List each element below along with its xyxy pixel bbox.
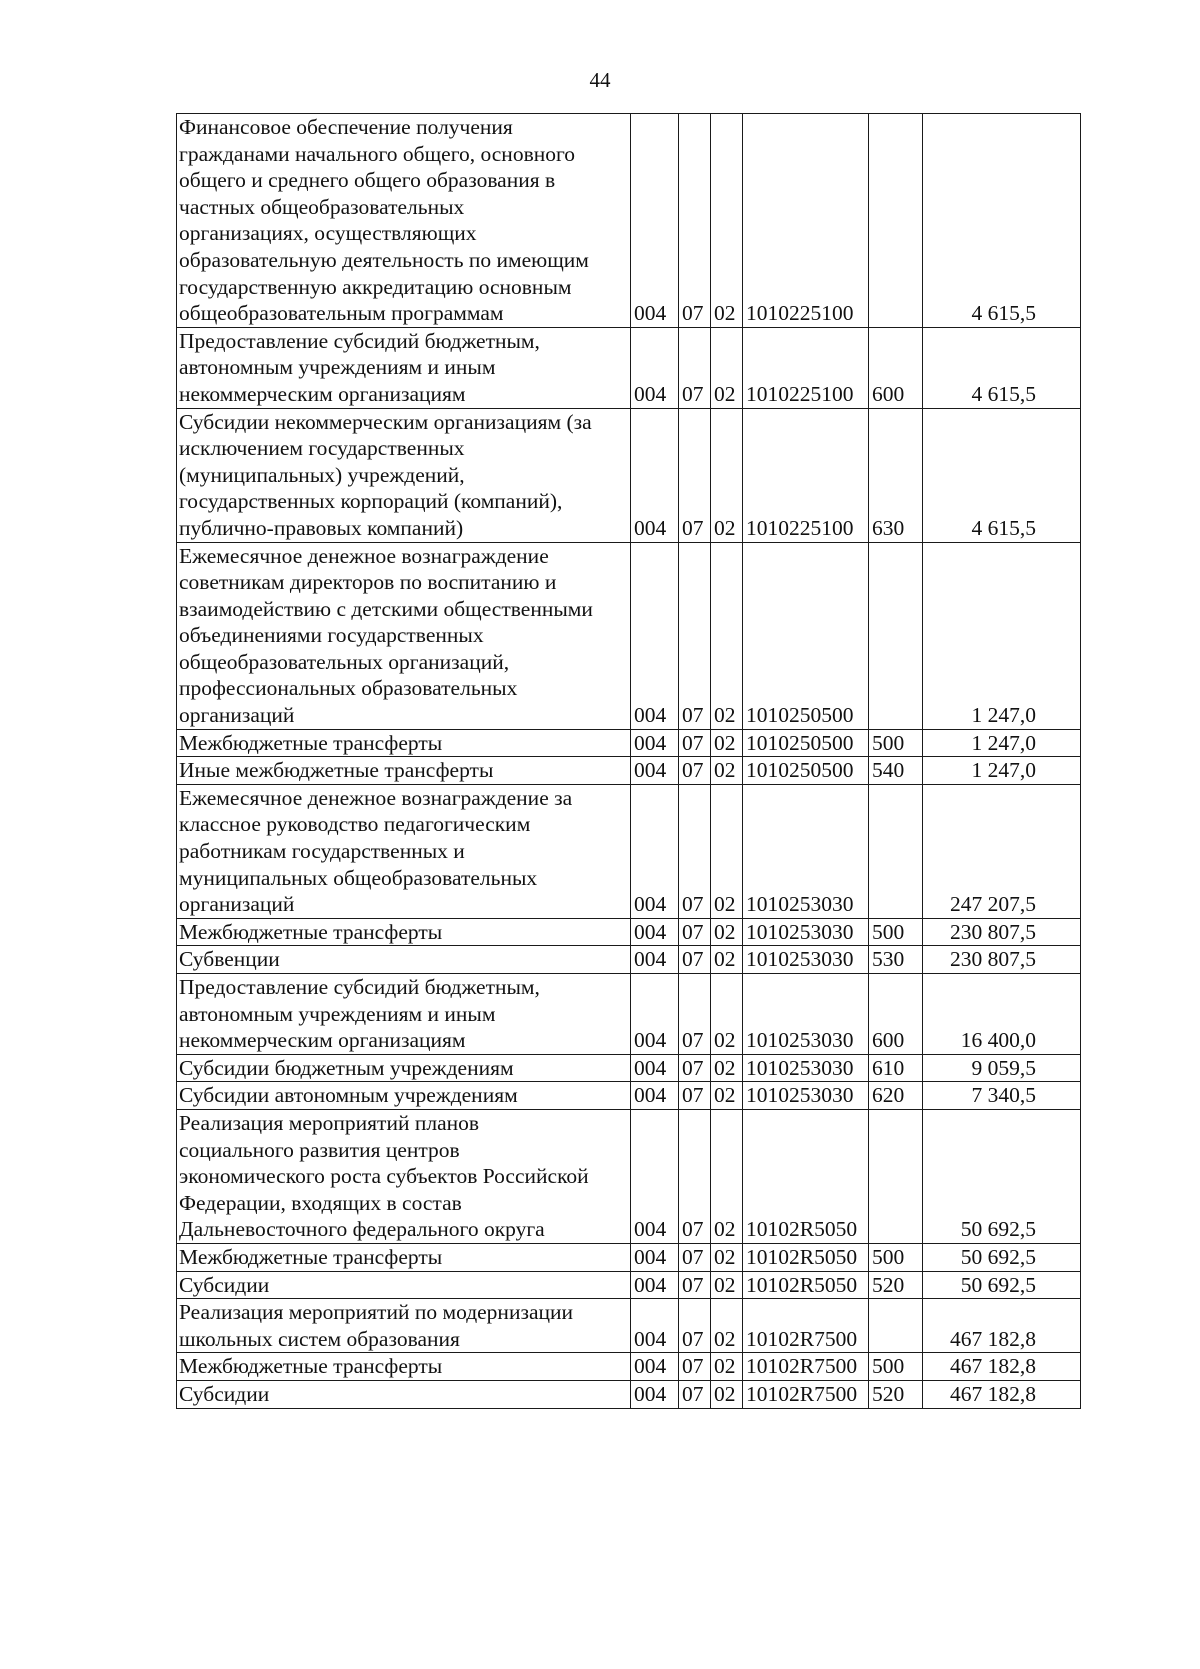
expense-name-line: Реализация мероприятий по модернизации [179,1300,574,1325]
expense-name-line: Субсидии бюджетным учреждениям [179,1055,514,1080]
table-row [177,542,1081,729]
grbs-code-cell: 004 [631,1054,679,1082]
target-article-cell: 10102R7500 [743,1380,869,1408]
expense-name-line: некоммерческим организациям [179,381,466,406]
subsection-code-cell: 02 [711,784,743,918]
section-code-cell: 07 [679,1353,711,1381]
expense-type-cell: 520 [869,1271,923,1299]
amount-cell: 16 400,0 [923,974,1081,1055]
expense-name-cell [177,1243,631,1271]
subsection-code-cell: 02 [711,327,743,408]
subsection-code-cell: 02 [711,542,743,729]
grbs-code-cell: 004 [631,408,679,542]
grbs-code-cell: 004 [631,1243,679,1271]
table-row [177,974,1081,1055]
subsection-code-cell: 02 [711,729,743,757]
expense-name-cell [177,757,631,785]
expense-type-cell: 530 [869,946,923,974]
expense-type-cell [869,784,923,918]
expense-name-cell [177,1082,631,1110]
subsection-code-cell: 02 [711,1109,743,1243]
table-row [177,1243,1081,1271]
expense-type-cell [869,1299,923,1353]
expense-name-cell [177,946,631,974]
amount-cell: 4 615,5 [923,408,1081,542]
expense-name-line: Предоставление субсидий бюджетным, [179,328,540,353]
expense-type-cell [869,114,923,328]
table-row [177,1353,1081,1381]
subsection-code-cell: 02 [711,974,743,1055]
expense-name-line: объединениями государственных [179,623,484,648]
expense-name-line: автономным учреждениям и иным [179,1001,496,1026]
target-article-cell: 1010253030 [743,974,869,1055]
expense-name-line: образовательную деятельность по имеющим [179,247,589,272]
target-article-cell: 1010225100 [743,327,869,408]
expense-name-line: школьных систем образования [179,1326,460,1351]
expense-name-line: организаций [179,703,295,728]
section-code-cell: 07 [679,784,711,918]
amount-cell: 467 182,8 [923,1380,1081,1408]
expense-type-cell: 520 [869,1380,923,1408]
expense-type-cell: 600 [869,327,923,408]
expense-name-line: публично-правовых компаний) [179,515,464,540]
subsection-code-cell: 02 [711,408,743,542]
amount-cell: 9 059,5 [923,1054,1081,1082]
table-row [177,1271,1081,1299]
amount-cell: 1 247,0 [923,757,1081,785]
expense-name-line: Финансовое обеспечение получения [179,115,513,139]
target-article-cell: 10102R5050 [743,1109,869,1243]
expense-name-line: советникам директоров по воспитанию и [179,570,557,595]
amount-cell: 7 340,5 [923,1082,1081,1110]
expense-name-cell [177,1299,631,1353]
expense-name-line: частных общеобразовательных [179,194,465,219]
expense-name-line: государственных корпораций (компаний), [179,489,563,514]
subsection-code-cell: 02 [711,1271,743,1299]
section-code-cell: 07 [679,946,711,974]
expense-name-line: Межбюджетные трансферты [179,1244,443,1269]
expense-name-line: автономным учреждениям и иным [179,355,496,380]
amount-cell: 4 615,5 [923,327,1081,408]
target-article-cell: 1010250500 [743,542,869,729]
grbs-code-cell: 004 [631,1299,679,1353]
grbs-code-cell: 004 [631,757,679,785]
expense-name-line: Реализация мероприятий планов [179,1110,480,1135]
expense-name-cell [177,729,631,757]
amount-cell: 230 807,5 [923,946,1081,974]
expense-name-line: Межбюджетные трансферты [179,919,443,944]
expense-type-cell: 610 [869,1054,923,1082]
expense-name-line: государственную аккредитацию основным [179,274,572,299]
expense-name-cell [177,114,631,328]
section-code-cell: 07 [679,918,711,946]
expense-name-line: работникам государственных и [179,839,465,864]
expense-name-cell [177,918,631,946]
table-row [177,757,1081,785]
expense-name-cell [177,1353,631,1381]
expense-type-cell: 500 [869,1243,923,1271]
target-article-cell: 1010225100 [743,408,869,542]
expense-name-line: Субсидии [179,1272,270,1297]
subsection-code-cell: 02 [711,1380,743,1408]
expense-name-line: Субвенции [179,947,280,972]
section-code-cell: 07 [679,1299,711,1353]
grbs-code-cell: 004 [631,974,679,1055]
target-article-cell: 10102R5050 [743,1243,869,1271]
expense-type-cell [869,542,923,729]
subsection-code-cell: 02 [711,918,743,946]
expense-name-cell [177,784,631,918]
amount-cell: 50 692,5 [923,1109,1081,1243]
table-row [177,1299,1081,1353]
expense-type-cell: 500 [869,729,923,757]
grbs-code-cell: 004 [631,1353,679,1381]
expense-name-cell [177,1380,631,1408]
table-row [177,918,1081,946]
subsection-code-cell: 02 [711,946,743,974]
table-row [177,729,1081,757]
subsection-code-cell: 02 [711,1082,743,1110]
grbs-code-cell: 004 [631,1271,679,1299]
subsection-code-cell: 02 [711,757,743,785]
expense-name-line: организаций [179,892,295,917]
section-code-cell: 07 [679,1380,711,1408]
table-row [177,408,1081,542]
target-article-cell: 10102R7500 [743,1299,869,1353]
grbs-code-cell: 004 [631,1380,679,1408]
expense-name-line: Федерации, входящих в состав [179,1190,462,1215]
amount-cell: 50 692,5 [923,1271,1081,1299]
subsection-code-cell: 02 [711,1299,743,1353]
expense-name-line: Предоставление субсидий бюджетным, [179,975,540,999]
section-code-cell: 07 [679,1082,711,1110]
expense-type-cell: 620 [869,1082,923,1110]
target-article-cell: 10102R5050 [743,1271,869,1299]
grbs-code-cell: 004 [631,946,679,974]
section-code-cell: 07 [679,408,711,542]
expense-name-line: некоммерческим организациям [179,1028,466,1053]
table-row [177,327,1081,408]
target-article-cell: 1010253030 [743,1082,869,1110]
table-row [177,1082,1081,1110]
subsection-code-cell: 02 [711,114,743,328]
grbs-code-cell: 004 [631,918,679,946]
target-article-cell: 1010253030 [743,946,869,974]
expense-name-cell [177,327,631,408]
expense-name-line: гражданами начального общего, основного [179,141,576,166]
expense-name-cell [177,974,631,1055]
expense-name-line: организациях, осуществляющих [179,221,477,246]
section-code-cell: 07 [679,114,711,328]
grbs-code-cell: 004 [631,542,679,729]
expense-type-cell: 500 [869,918,923,946]
table-row [177,1380,1081,1408]
expense-name-line: Иные межбюджетные трансферты [179,758,494,783]
grbs-code-cell: 004 [631,1109,679,1243]
target-article-cell: 1010250500 [743,729,869,757]
section-code-cell: 07 [679,757,711,785]
expense-name-line: социального развития центров [179,1137,460,1162]
section-code-cell: 07 [679,1109,711,1243]
table-row [177,114,1081,328]
expense-name-line: общеобразовательным программам [179,301,504,326]
expense-name-line: Ежемесячное денежное вознаграждение за [179,785,573,810]
expense-name-line: Межбюджетные трансферты [179,1354,443,1379]
target-article-cell: 1010253030 [743,918,869,946]
expense-name-line: общеобразовательных организаций, [179,649,510,674]
section-code-cell: 07 [679,542,711,729]
amount-cell: 230 807,5 [923,918,1081,946]
expense-type-cell: 540 [869,757,923,785]
table-row [177,784,1081,918]
target-article-cell: 1010225100 [743,114,869,328]
table-row [177,1054,1081,1082]
section-code-cell: 07 [679,1271,711,1299]
target-article-cell: 1010250500 [743,757,869,785]
grbs-code-cell: 004 [631,114,679,328]
table-row [177,1109,1081,1243]
expense-name-line: (муниципальных) учреждений, [179,462,465,487]
expense-name-line: экономического роста субъектов Российской [179,1164,589,1189]
amount-cell: 467 182,8 [923,1353,1081,1381]
expense-name-line: Ежемесячное денежное вознаграждение [179,543,549,568]
amount-cell: 1 247,0 [923,729,1081,757]
section-code-cell: 07 [679,327,711,408]
section-code-cell: 07 [679,974,711,1055]
expense-name-cell [177,1054,631,1082]
amount-cell: 4 615,5 [923,114,1081,328]
target-article-cell: 1010253030 [743,784,869,918]
expense-name-line: Субсидии автономным учреждениям [179,1083,518,1108]
expense-name-line: Дальневосточного федерального округа [179,1217,545,1242]
grbs-code-cell: 004 [631,327,679,408]
section-code-cell: 07 [679,729,711,757]
budget-table-body [177,114,1081,1409]
section-code-cell: 07 [679,1054,711,1082]
budget-table [176,113,1081,1409]
expense-type-cell: 600 [869,974,923,1055]
subsection-code-cell: 02 [711,1054,743,1082]
amount-cell: 50 692,5 [923,1243,1081,1271]
amount-cell: 467 182,8 [923,1299,1081,1353]
expense-type-cell [869,1109,923,1243]
expense-name-line: взаимодействию с детскими общественными [179,596,593,621]
target-article-cell: 10102R7500 [743,1353,869,1381]
subsection-code-cell: 02 [711,1243,743,1271]
expense-name-line: Межбюджетные трансферты [179,730,443,755]
expense-name-line: Субсидии [179,1381,270,1406]
expense-name-cell [177,408,631,542]
amount-cell: 247 207,5 [923,784,1081,918]
grbs-code-cell: 004 [631,729,679,757]
expense-name-line: Субсидии некоммерческим организациям (за [179,409,592,434]
expense-name-line: профессиональных образовательных [179,676,518,701]
expense-name-line: классное руководство педагогическим [179,812,531,837]
amount-cell: 1 247,0 [923,542,1081,729]
expense-name-line: общего и среднего общего образования в [179,168,556,193]
expense-name-line: муниципальных общеобразовательных [179,865,538,890]
expense-name-cell [177,1271,631,1299]
expense-name-cell [177,542,631,729]
expense-type-cell: 500 [869,1353,923,1381]
section-code-cell: 07 [679,1243,711,1271]
expense-name-cell [177,1109,631,1243]
grbs-code-cell: 004 [631,1082,679,1110]
page-number: 44 [589,68,611,92]
grbs-code-cell: 004 [631,784,679,918]
expense-type-cell: 630 [869,408,923,542]
expense-name-line: исключением государственных [179,436,465,461]
target-article-cell: 1010253030 [743,1054,869,1082]
table-row [177,946,1081,974]
subsection-code-cell: 02 [711,1353,743,1381]
